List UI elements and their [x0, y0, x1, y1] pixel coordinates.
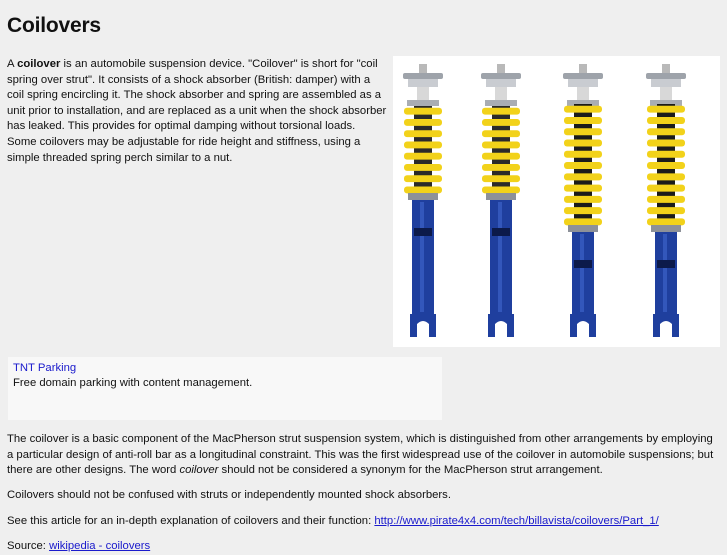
- damper-highlight: [663, 234, 667, 312]
- coilover-unit: [563, 64, 603, 337]
- spring-coil: [404, 108, 442, 115]
- spring-coil: [482, 130, 520, 137]
- brand-label-plate: [657, 260, 675, 268]
- spring-coil: [564, 151, 602, 158]
- spring-coil: [482, 186, 520, 193]
- upper-perch: [485, 100, 517, 106]
- fork-bracket: [488, 314, 514, 337]
- spring-coil: [647, 151, 685, 158]
- coilover-photo: [393, 56, 720, 347]
- spring-coil: [482, 119, 520, 126]
- lower-perch: [651, 225, 681, 232]
- lower-perch: [568, 225, 598, 232]
- top-mount-bearing: [651, 79, 681, 87]
- intro-text-rest: is an automobile suspension device. "Coilover" is short for "coil spring over strut". It consists of a shock absorber (British: damper) with a coil spring encircling it. The shock absorber and spring are assembled as a unit prior to installation, and are replaced as a unit when the shock absorber has leaked. This provides for optimal damping without torsional loads. Some coilovers may be adjustable for ride height and stiffness, using a simple threaded spring perch similar to a nut.: [7, 58, 387, 164]
- spring-coil: [564, 117, 602, 124]
- top-mount-plate: [481, 73, 521, 79]
- coilover-illustration: [393, 56, 720, 347]
- ad-title-link[interactable]: TNT Parking: [13, 362, 77, 374]
- fork-bracket: [653, 314, 679, 337]
- spring-coil: [564, 128, 602, 135]
- brand-label-plate: [574, 260, 592, 268]
- intro-paragraph: [7, 57, 387, 166]
- spring-coil: [482, 141, 520, 148]
- wikipedia-source-link[interactable]: wikipedia - coilovers: [49, 540, 151, 552]
- spring-coil: [647, 106, 685, 113]
- intro-bold-term: coilover: [17, 58, 61, 70]
- ad-description: Free domain parking with content management.: [13, 377, 253, 389]
- pirate4x4-link[interactable]: http://www.pirate4x4.com/tech/billavista/coilovers/Part_1/: [374, 515, 659, 527]
- top-mount-plate: [403, 73, 443, 79]
- damper-highlight: [580, 234, 584, 312]
- spring-coil: [564, 196, 602, 203]
- ad-box: [8, 357, 442, 420]
- p1-text-start: The coilover is a basic component of the MacPherson strut suspension system, which is distinguished from other arrangements by employing a particular design of anti-roll bar as a longitudinal constraint. This was the first widespread use of the coilover in automobile suspensions; but there are other designs. The word: [7, 433, 714, 477]
- coilover-unit: [646, 64, 686, 337]
- spring-coil: [647, 140, 685, 147]
- spring-coil: [482, 175, 520, 182]
- brand-label-plate: [492, 228, 510, 236]
- intro-text-start: A: [7, 58, 18, 70]
- damper-highlight: [420, 202, 424, 312]
- spring-coil: [647, 185, 685, 192]
- p3-text: See this article for an in-depth explanation of coilovers and their function:: [7, 515, 375, 527]
- lower-perch: [408, 193, 438, 200]
- fork-bracket: [570, 314, 596, 337]
- source-label: Source:: [7, 540, 50, 552]
- spring-coil: [482, 108, 520, 115]
- body-paragraph-article: [7, 514, 719, 530]
- spring-coil: [647, 128, 685, 135]
- body-paragraph-macpherson: [7, 432, 719, 479]
- mount-stud: [419, 64, 427, 74]
- spring-coil: [564, 173, 602, 180]
- spring-coil: [647, 162, 685, 169]
- spring-coil: [647, 173, 685, 180]
- coilover-unit: [403, 64, 443, 337]
- spring-coil: [647, 207, 685, 214]
- spring-coil: [482, 153, 520, 160]
- mount-stud: [662, 64, 670, 74]
- body-paragraph-confusion: Coilovers should not be confused with struts or independently mounted shock absorbers.: [7, 489, 451, 501]
- mount-stud: [579, 64, 587, 74]
- spring-coil: [564, 106, 602, 113]
- page-title: Coilovers: [7, 14, 101, 37]
- spring-coil: [482, 164, 520, 171]
- spring-coil: [647, 117, 685, 124]
- upper-perch: [407, 100, 439, 106]
- spring-coil: [404, 164, 442, 171]
- fork-bracket: [410, 314, 436, 337]
- spring-coil: [404, 130, 442, 137]
- spring-coil: [404, 119, 442, 126]
- p1-italic-term: coilover: [179, 464, 219, 477]
- spring-coil: [564, 207, 602, 214]
- top-mount-plate: [646, 73, 686, 79]
- p1-text-end: should not be considered a synonym for the MacPherson strut arrangement.: [218, 464, 603, 477]
- top-mount-bearing: [408, 79, 438, 87]
- spring-coil: [564, 140, 602, 147]
- mount-stud: [497, 64, 505, 74]
- coilover-unit: [481, 64, 521, 337]
- damper-highlight: [498, 202, 502, 312]
- lower-perch: [486, 193, 516, 200]
- spring-coil: [564, 185, 602, 192]
- top-mount-bearing: [486, 79, 516, 87]
- spring-coil: [404, 141, 442, 148]
- spring-coil: [404, 175, 442, 182]
- source-line: [7, 539, 719, 555]
- spring-coil: [564, 218, 602, 225]
- top-mount-plate: [563, 73, 603, 79]
- top-mount-bearing: [568, 79, 598, 87]
- spring-coil: [404, 153, 442, 160]
- spring-coil: [564, 162, 602, 169]
- spring-coil: [647, 218, 685, 225]
- spring-coil: [404, 186, 442, 193]
- spring-coil: [647, 196, 685, 203]
- brand-label-plate: [414, 228, 432, 236]
